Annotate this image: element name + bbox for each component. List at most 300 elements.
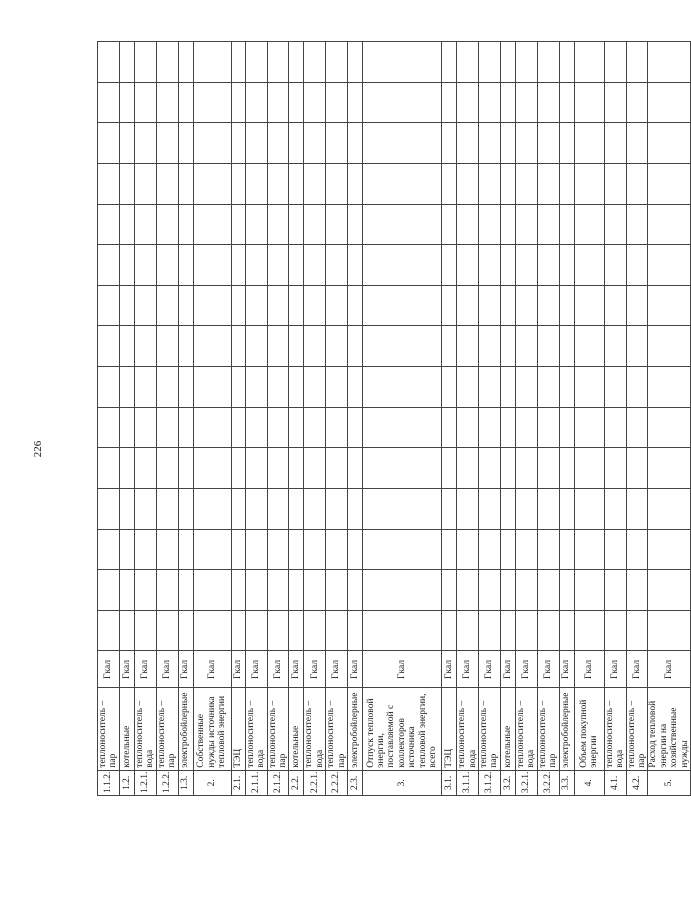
value-cell xyxy=(648,367,691,408)
value-cell xyxy=(648,326,691,367)
row-number: 3.3. xyxy=(559,770,574,795)
value-cell xyxy=(363,123,442,164)
value-cell xyxy=(363,245,442,286)
value-cell xyxy=(156,610,178,651)
value-cell xyxy=(574,610,604,651)
value-cell xyxy=(574,204,604,245)
row-number: 4.2. xyxy=(626,770,648,795)
value-cell xyxy=(559,123,574,164)
row-unit: Гкал xyxy=(193,651,231,688)
value-cell xyxy=(363,570,442,611)
value-cell xyxy=(604,245,626,286)
page-number: 226 xyxy=(32,440,44,458)
value-cell xyxy=(267,204,289,245)
table-row xyxy=(134,42,156,796)
value-cell xyxy=(193,570,231,611)
value-cell xyxy=(304,326,326,367)
table-row xyxy=(178,42,193,796)
value-cell xyxy=(178,285,193,326)
value-cell xyxy=(119,488,134,529)
value-cell xyxy=(245,42,267,83)
value-cell xyxy=(648,407,691,448)
row-number: 1.2.2. xyxy=(156,770,178,795)
value-cell xyxy=(348,610,363,651)
value-cell xyxy=(98,82,120,123)
value-cell xyxy=(156,529,178,570)
row-label: теплоноситель – пар xyxy=(326,688,348,770)
value-cell xyxy=(326,488,348,529)
value-cell xyxy=(289,610,304,651)
value-cell xyxy=(119,407,134,448)
row-number: 2.1.2. xyxy=(267,770,289,795)
value-cell xyxy=(267,245,289,286)
value-cell xyxy=(178,367,193,408)
value-cell xyxy=(134,163,156,204)
row-number: 2.1.1. xyxy=(245,770,267,795)
row-number: 2.1. xyxy=(231,770,245,795)
value-cell xyxy=(231,42,245,83)
value-cell xyxy=(119,610,134,651)
value-cell xyxy=(479,42,501,83)
row-label: теплоноситель – вода xyxy=(134,688,156,770)
value-cell xyxy=(442,448,457,489)
value-cell xyxy=(479,570,501,611)
row-unit: Гкал xyxy=(267,651,289,688)
value-cell xyxy=(304,448,326,489)
value-cell xyxy=(626,245,648,286)
value-cell xyxy=(604,285,626,326)
value-cell xyxy=(304,488,326,529)
rotated-table xyxy=(97,41,690,796)
value-cell xyxy=(156,448,178,489)
value-cell xyxy=(178,42,193,83)
value-cell xyxy=(326,367,348,408)
value-cell xyxy=(559,204,574,245)
value-cell xyxy=(574,367,604,408)
value-cell xyxy=(289,82,304,123)
value-cell xyxy=(326,610,348,651)
value-cell xyxy=(193,326,231,367)
row-number: 2.3. xyxy=(348,770,363,795)
value-cell xyxy=(457,285,479,326)
value-cell xyxy=(156,123,178,164)
table-row xyxy=(574,42,604,796)
value-cell xyxy=(363,204,442,245)
value-cell xyxy=(289,42,304,83)
value-cell xyxy=(515,529,537,570)
row-label: теплоноситель – пар xyxy=(156,688,178,770)
value-cell xyxy=(537,42,559,83)
table-body xyxy=(98,42,691,796)
value-cell xyxy=(515,488,537,529)
value-cell xyxy=(231,123,245,164)
value-cell xyxy=(479,529,501,570)
value-cell xyxy=(134,610,156,651)
value-cell xyxy=(156,285,178,326)
value-cell xyxy=(559,529,574,570)
value-cell xyxy=(348,488,363,529)
row-unit: Гкал xyxy=(363,651,442,688)
value-cell xyxy=(289,123,304,164)
row-number: 4. xyxy=(574,770,604,795)
row-number: 1.1.2. xyxy=(98,770,120,795)
row-unit: Гкал xyxy=(304,651,326,688)
value-cell xyxy=(119,245,134,286)
value-cell xyxy=(479,488,501,529)
value-cell xyxy=(289,367,304,408)
value-cell xyxy=(457,529,479,570)
value-cell xyxy=(559,407,574,448)
value-cell xyxy=(134,488,156,529)
value-cell xyxy=(326,326,348,367)
value-cell xyxy=(326,245,348,286)
value-cell xyxy=(574,245,604,286)
value-cell xyxy=(231,529,245,570)
value-cell xyxy=(119,326,134,367)
value-cell xyxy=(245,204,267,245)
table-row xyxy=(604,42,626,796)
value-cell xyxy=(134,82,156,123)
value-cell xyxy=(442,529,457,570)
value-cell xyxy=(457,123,479,164)
value-cell xyxy=(231,448,245,489)
value-cell xyxy=(289,570,304,611)
value-cell xyxy=(479,448,501,489)
value-cell xyxy=(231,326,245,367)
value-cell xyxy=(500,448,515,489)
value-cell xyxy=(326,163,348,204)
row-label: котельные xyxy=(500,688,515,770)
table-row xyxy=(245,42,267,796)
value-cell xyxy=(604,488,626,529)
value-cell xyxy=(348,123,363,164)
value-cell xyxy=(500,610,515,651)
value-cell xyxy=(98,163,120,204)
value-cell xyxy=(326,448,348,489)
value-cell xyxy=(604,610,626,651)
value-cell xyxy=(363,367,442,408)
value-cell xyxy=(559,570,574,611)
value-cell xyxy=(457,204,479,245)
value-cell xyxy=(267,529,289,570)
value-cell xyxy=(457,326,479,367)
value-cell xyxy=(363,407,442,448)
value-cell xyxy=(442,326,457,367)
value-cell xyxy=(348,407,363,448)
value-cell xyxy=(348,82,363,123)
value-cell xyxy=(193,407,231,448)
value-cell xyxy=(479,326,501,367)
value-cell xyxy=(98,204,120,245)
value-cell xyxy=(134,570,156,611)
value-cell xyxy=(559,367,574,408)
value-cell xyxy=(559,326,574,367)
value-cell xyxy=(289,285,304,326)
value-cell xyxy=(134,42,156,83)
value-cell xyxy=(134,326,156,367)
value-cell xyxy=(457,245,479,286)
row-unit: Гкал xyxy=(479,651,501,688)
value-cell xyxy=(626,204,648,245)
value-cell xyxy=(442,204,457,245)
value-cell xyxy=(134,407,156,448)
value-cell xyxy=(348,245,363,286)
value-cell xyxy=(604,42,626,83)
value-cell xyxy=(289,204,304,245)
value-cell xyxy=(267,326,289,367)
value-cell xyxy=(442,123,457,164)
value-cell xyxy=(626,448,648,489)
value-cell xyxy=(515,163,537,204)
value-cell xyxy=(515,123,537,164)
value-cell xyxy=(559,163,574,204)
value-cell xyxy=(156,407,178,448)
value-cell xyxy=(98,448,120,489)
value-cell xyxy=(457,367,479,408)
value-cell xyxy=(442,42,457,83)
value-cell xyxy=(604,123,626,164)
value-cell xyxy=(363,42,442,83)
value-cell xyxy=(537,529,559,570)
value-cell xyxy=(559,82,574,123)
value-cell xyxy=(604,570,626,611)
value-cell xyxy=(267,570,289,611)
value-cell xyxy=(479,82,501,123)
table-row xyxy=(648,42,691,796)
value-cell xyxy=(479,204,501,245)
row-label: котельные xyxy=(289,688,304,770)
value-cell xyxy=(267,42,289,83)
value-cell xyxy=(500,488,515,529)
value-cell xyxy=(457,488,479,529)
value-cell xyxy=(98,245,120,286)
value-cell xyxy=(245,285,267,326)
row-label: теплоноситель – вода xyxy=(515,688,537,770)
value-cell xyxy=(442,570,457,611)
value-cell xyxy=(574,42,604,83)
row-unit: Гкал xyxy=(604,651,626,688)
value-cell xyxy=(304,245,326,286)
table-row xyxy=(289,42,304,796)
value-cell xyxy=(574,285,604,326)
value-cell xyxy=(574,163,604,204)
value-cell xyxy=(348,529,363,570)
value-cell xyxy=(604,448,626,489)
value-cell xyxy=(574,529,604,570)
value-cell xyxy=(515,82,537,123)
value-cell xyxy=(231,163,245,204)
value-cell xyxy=(326,42,348,83)
value-cell xyxy=(515,570,537,611)
value-cell xyxy=(574,570,604,611)
row-label: электробойлерные xyxy=(348,688,363,770)
value-cell xyxy=(231,285,245,326)
value-cell xyxy=(626,529,648,570)
value-cell xyxy=(156,570,178,611)
value-cell xyxy=(457,570,479,611)
row-unit: Гкал xyxy=(537,651,559,688)
row-label: ТЭЦ xyxy=(231,688,245,770)
row-number: 2.2.1. xyxy=(304,770,326,795)
value-cell xyxy=(267,82,289,123)
value-cell xyxy=(626,488,648,529)
value-cell xyxy=(348,570,363,611)
value-cell xyxy=(537,245,559,286)
value-cell xyxy=(442,82,457,123)
row-label: теплоноситель – пар xyxy=(98,688,120,770)
value-cell xyxy=(363,163,442,204)
value-cell xyxy=(231,245,245,286)
value-cell xyxy=(648,448,691,489)
value-cell xyxy=(500,204,515,245)
row-number: 3.2. xyxy=(500,770,515,795)
row-label: теплоноситель – пар xyxy=(626,688,648,770)
value-cell xyxy=(267,488,289,529)
table-row xyxy=(363,42,442,796)
value-cell xyxy=(178,448,193,489)
value-cell xyxy=(515,326,537,367)
value-cell xyxy=(245,488,267,529)
row-number: 3.2.2. xyxy=(537,770,559,795)
row-unit: Гкал xyxy=(178,651,193,688)
value-cell xyxy=(348,42,363,83)
value-cell xyxy=(134,204,156,245)
value-cell xyxy=(457,407,479,448)
value-cell xyxy=(574,448,604,489)
value-cell xyxy=(537,367,559,408)
value-cell xyxy=(119,285,134,326)
value-cell xyxy=(98,610,120,651)
table-row xyxy=(231,42,245,796)
table-row xyxy=(479,42,501,796)
value-cell xyxy=(178,245,193,286)
row-number: 1.2. xyxy=(119,770,134,795)
value-cell xyxy=(500,123,515,164)
value-cell xyxy=(98,367,120,408)
value-cell xyxy=(604,529,626,570)
value-cell xyxy=(604,407,626,448)
row-label: котельные xyxy=(119,688,134,770)
value-cell xyxy=(442,245,457,286)
value-cell xyxy=(178,610,193,651)
row-label: теплоноситель – вода xyxy=(304,688,326,770)
value-cell xyxy=(559,42,574,83)
value-cell xyxy=(231,610,245,651)
value-cell xyxy=(289,407,304,448)
value-cell xyxy=(178,326,193,367)
row-unit: Гкал xyxy=(648,651,691,688)
value-cell xyxy=(348,448,363,489)
value-cell xyxy=(604,326,626,367)
value-cell xyxy=(119,123,134,164)
table-row xyxy=(626,42,648,796)
value-cell xyxy=(479,163,501,204)
value-cell xyxy=(537,448,559,489)
row-label: теплоноситель – вода xyxy=(457,688,479,770)
value-cell xyxy=(193,448,231,489)
value-cell xyxy=(515,42,537,83)
value-cell xyxy=(267,367,289,408)
value-cell xyxy=(626,610,648,651)
value-cell xyxy=(648,82,691,123)
value-cell xyxy=(231,488,245,529)
value-cell xyxy=(326,204,348,245)
value-cell xyxy=(515,245,537,286)
value-cell xyxy=(304,367,326,408)
value-cell xyxy=(537,163,559,204)
value-cell xyxy=(245,407,267,448)
value-cell xyxy=(245,529,267,570)
value-cell xyxy=(500,163,515,204)
value-cell xyxy=(178,82,193,123)
value-cell xyxy=(98,407,120,448)
value-cell xyxy=(304,610,326,651)
row-number: 3.2.1. xyxy=(515,770,537,795)
value-cell xyxy=(267,407,289,448)
value-cell xyxy=(363,82,442,123)
value-cell xyxy=(500,42,515,83)
value-cell xyxy=(574,123,604,164)
value-cell xyxy=(245,123,267,164)
value-cell xyxy=(304,204,326,245)
value-cell xyxy=(245,610,267,651)
value-cell xyxy=(348,326,363,367)
value-cell xyxy=(245,163,267,204)
value-cell xyxy=(363,448,442,489)
row-unit: Гкал xyxy=(442,651,457,688)
row-label: теплоноситель – пар xyxy=(479,688,501,770)
row-label: электробойлерные xyxy=(178,688,193,770)
table-row xyxy=(98,42,120,796)
value-cell xyxy=(363,610,442,651)
value-cell xyxy=(267,285,289,326)
value-cell xyxy=(479,123,501,164)
value-cell xyxy=(559,488,574,529)
value-cell xyxy=(156,245,178,286)
value-cell xyxy=(348,163,363,204)
value-cell xyxy=(348,204,363,245)
value-cell xyxy=(245,448,267,489)
value-cell xyxy=(245,326,267,367)
value-cell xyxy=(267,610,289,651)
value-cell xyxy=(304,42,326,83)
value-cell xyxy=(193,488,231,529)
value-cell xyxy=(537,488,559,529)
value-cell xyxy=(537,407,559,448)
value-cell xyxy=(178,123,193,164)
value-cell xyxy=(457,163,479,204)
value-cell xyxy=(289,529,304,570)
row-unit: Гкал xyxy=(245,651,267,688)
value-cell xyxy=(193,123,231,164)
value-cell xyxy=(193,204,231,245)
value-cell xyxy=(245,367,267,408)
value-cell xyxy=(648,245,691,286)
value-cell xyxy=(178,407,193,448)
value-cell xyxy=(156,42,178,83)
value-cell xyxy=(245,82,267,123)
row-label: ТЭЦ xyxy=(442,688,457,770)
data-table xyxy=(97,41,691,796)
table-row xyxy=(348,42,363,796)
value-cell xyxy=(515,367,537,408)
value-cell xyxy=(537,82,559,123)
row-number: 5. xyxy=(648,770,691,795)
value-cell xyxy=(193,245,231,286)
table-row xyxy=(537,42,559,796)
row-unit: Гкал xyxy=(134,651,156,688)
row-unit: Гкал xyxy=(156,651,178,688)
